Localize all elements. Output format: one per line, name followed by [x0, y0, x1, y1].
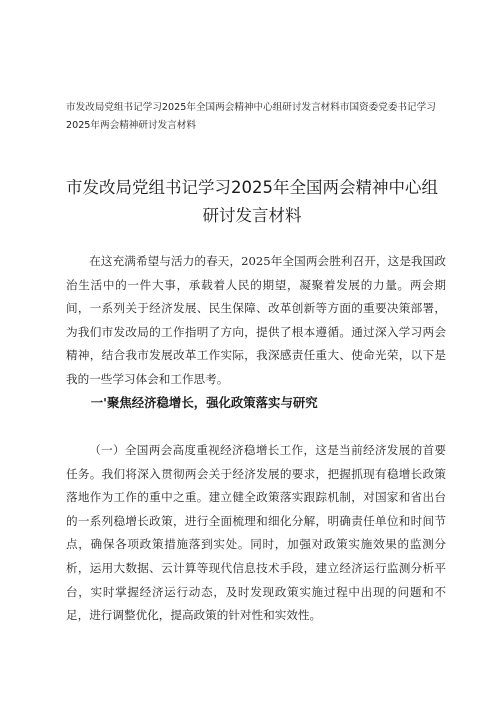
intro-paragraph: 在这充满希望与活力的春天，2025年全国两会胜利召开，这是我国政治生活中的一件大事，承载着人民的期望，凝聚着发展的力量。两会期间，一系列关于经济发展、民生保障、改革创新等方面的重要决策部署，为我们市发改局的工作指明了方向，提供了根本遵循。通过深入学习两会精神，结合我市发展改革工作实际，我深感责任重大、使命光荣，以下是我的一些学习体会和工作思考。	[66, 254, 446, 386]
section-paragraph: （一）全国两会高度重视经济稳增长工作，这是当前经济发展的首要任务。我们将深入贯彻两会关于经济发展的要求，把握抓现有稳增长政策落地作为工作的重中之重。建立健全政策落实跟踪机制，对国家和省出台的一系列稳增长政策，进行全面梳理和细化分解，明确责任单位和时间节点，确保各项政策措施落到实处。同时，加强对政策实施效果的监测分析，运用大数据、云计算等现代信息技术手段，建立经济运行监测分析平台，实时掌握经济运行动态，及时发现政策实施过程中出现的问题和不足，进行调整优化，提高政策的针对性和实效性。	[66, 443, 446, 623]
header-title: 市发改局党组书记学习2025年全国两会精神中心组研讨发言材料市国资委党委书记学习2025年两会精神研讨发言材料	[66, 102, 436, 131]
document-title: 市发改局党组书记学习2025年全国两会精神中心组研讨发言材料	[66, 178, 438, 225]
section-heading: 一'聚焦经济稳增长，强化政策落实与研究	[90, 395, 318, 410]
